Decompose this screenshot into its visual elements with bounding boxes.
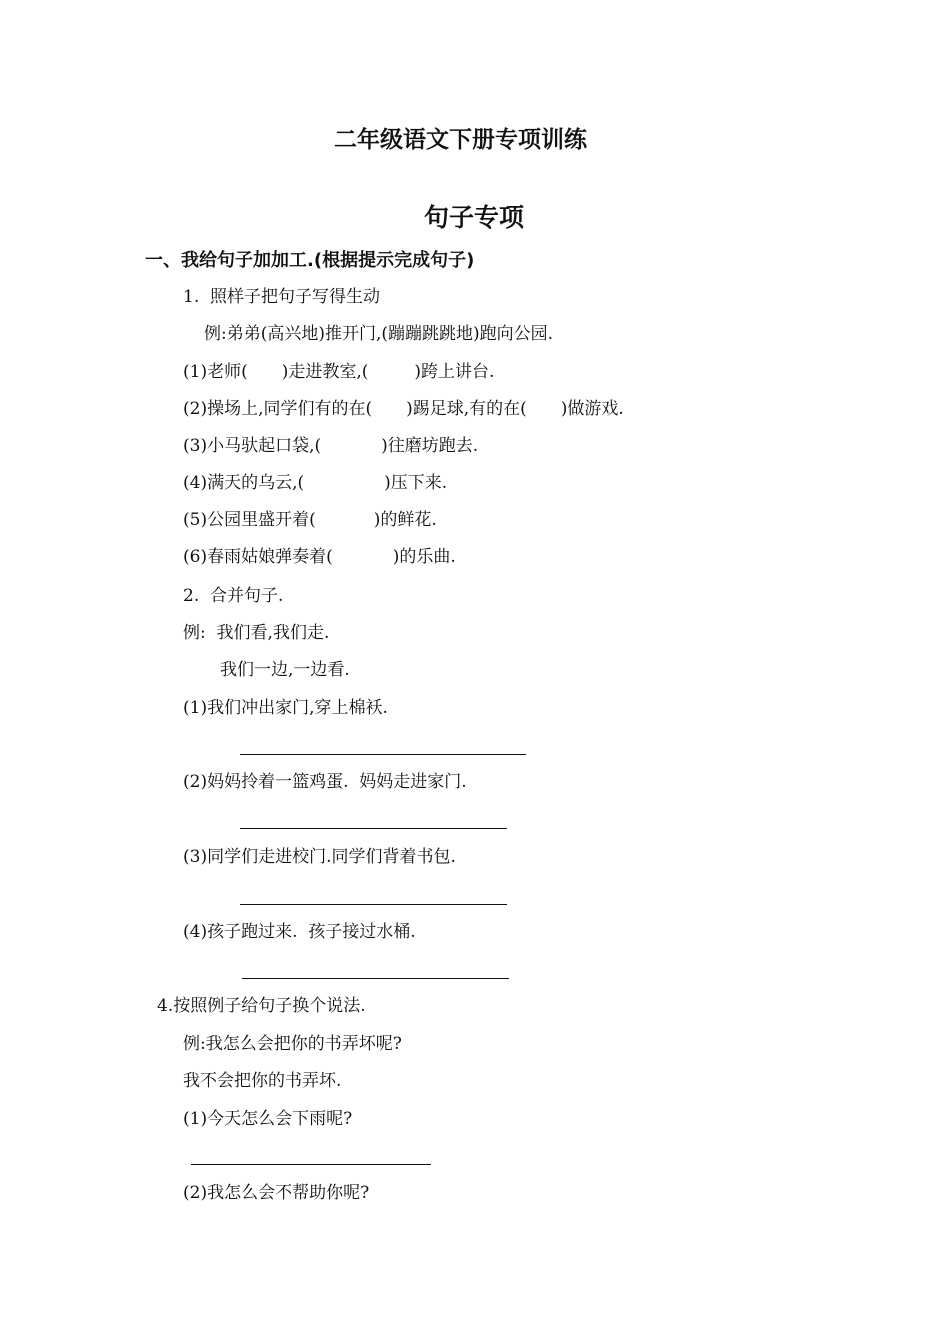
fill-item-1: (1)老师( )走进教室,( )跨上讲台. — [183, 362, 495, 382]
question-4-label: 4.按照例子给句子换个说法. — [157, 996, 366, 1016]
answer-line[interactable] — [240, 828, 507, 829]
answer-line[interactable] — [240, 754, 526, 755]
question-2-label: 2. 合并句子. — [183, 586, 284, 606]
fill-item-2: (2)操场上,同学们有的在( )踢足球,有的在( )做游戏. — [183, 399, 624, 419]
page-title: 二年级语文下册专项训练 — [334, 127, 587, 153]
section-subtitle: 句子专项 — [424, 203, 525, 232]
answer-line[interactable] — [242, 978, 509, 979]
question-2-example-line1: 例: 我们看,我们走. — [183, 623, 330, 643]
fill-item-5: (5)公园里盛开着( )的鲜花. — [183, 510, 437, 530]
section-heading: 一、我给句子加加工.(根据提示完成句子) — [145, 250, 475, 271]
fill-item-4: (4)满天的乌云,( )压下来. — [183, 473, 448, 493]
merge-item-3: (3)同学们走进校门.同学们背着书包. — [183, 847, 456, 867]
question-4-example-line2: 我不会把你的书弄坏. — [183, 1071, 342, 1091]
rewrite-item-2: (2)我怎么会不帮助你呢? — [183, 1183, 370, 1203]
fill-item-6: (6)春雨姑娘弹奏着( )的乐曲. — [183, 547, 456, 567]
answer-line[interactable] — [191, 1164, 431, 1165]
question-4-example-line1: 例:我怎么会把你的书弄坏呢? — [183, 1034, 402, 1054]
merge-item-1: (1)我们冲出家门,穿上棉袄. — [183, 698, 388, 718]
question-1-example: 例:弟弟(高兴地)推开门,(蹦蹦跳跳地)跑向公园. — [204, 324, 554, 344]
merge-item-2: (2)妈妈拎着一篮鸡蛋. 妈妈走进家门. — [183, 772, 467, 792]
merge-item-4: (4)孩子跑过来. 孩子接过水桶. — [183, 922, 416, 942]
question-1-label: 1. 照样子把句子写得生动 — [183, 287, 381, 307]
question-2-example-line2: 我们一边,一边看. — [220, 660, 350, 680]
answer-line[interactable] — [240, 904, 507, 905]
fill-item-3: (3)小马驮起口袋,( )往磨坊跑去. — [183, 436, 479, 456]
rewrite-item-1: (1)今天怎么会下雨呢? — [183, 1109, 353, 1129]
